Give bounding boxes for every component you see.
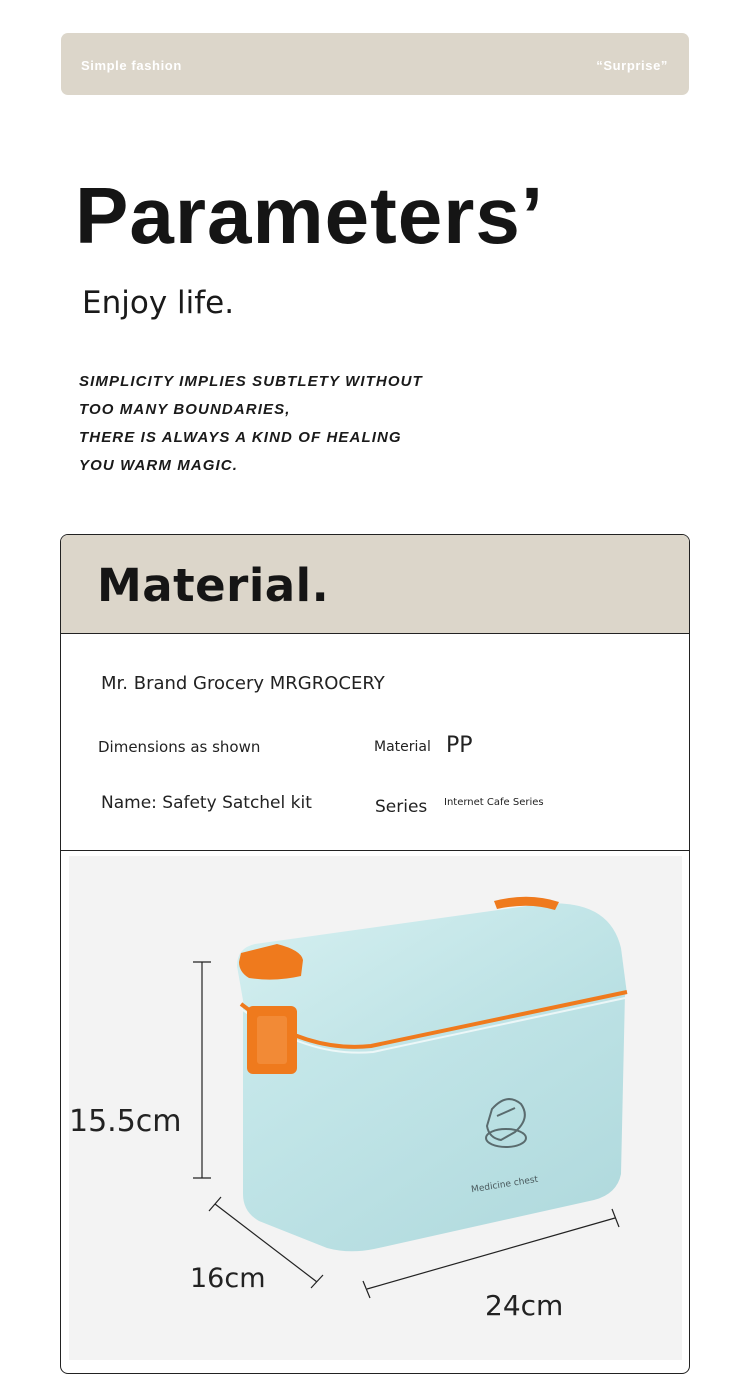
dimensions-text: Dimensions as shown (98, 738, 261, 756)
quote-block (79, 368, 423, 480)
page-subtitle: Enjoy life. (82, 285, 235, 321)
product-image (69, 856, 682, 1360)
box-label: Medicine chest (470, 1174, 539, 1196)
top-banner (61, 33, 689, 95)
material-value: PP (446, 733, 473, 758)
quote-line: YOU WARM MAGIC. (79, 457, 238, 474)
banner-left-text: Simple fashion (81, 58, 182, 73)
banner-right-text: “Surprise” (596, 58, 668, 73)
series-value: Internet Cafe Series (444, 797, 544, 808)
page-title: Parameters’ (75, 171, 545, 260)
material-card (60, 534, 690, 1374)
quote-line: THERE IS ALWAYS A KIND OF HEALING (79, 429, 402, 446)
name-text: Name: Safety Satchel kit (101, 793, 312, 813)
spec-section (61, 634, 689, 851)
width-label: 24cm (485, 1289, 564, 1322)
material-label: Material (374, 739, 431, 755)
height-dimension-line (193, 962, 211, 1178)
brand-text: Mr. Brand Grocery MRGROCERY (101, 673, 385, 694)
medicine-box-illustration (69, 856, 682, 1360)
series-label: Series (375, 797, 428, 817)
quote-line: SIMPLICITY IMPLIES SUBTLETY WITHOUT (79, 373, 423, 390)
depth-label: 16cm (190, 1263, 266, 1294)
card-header (61, 535, 689, 634)
quote-line: TOO MANY BOUNDARIES, (79, 401, 291, 418)
height-label: 15.5cm (69, 1104, 182, 1139)
card-heading: Material. (97, 559, 330, 612)
